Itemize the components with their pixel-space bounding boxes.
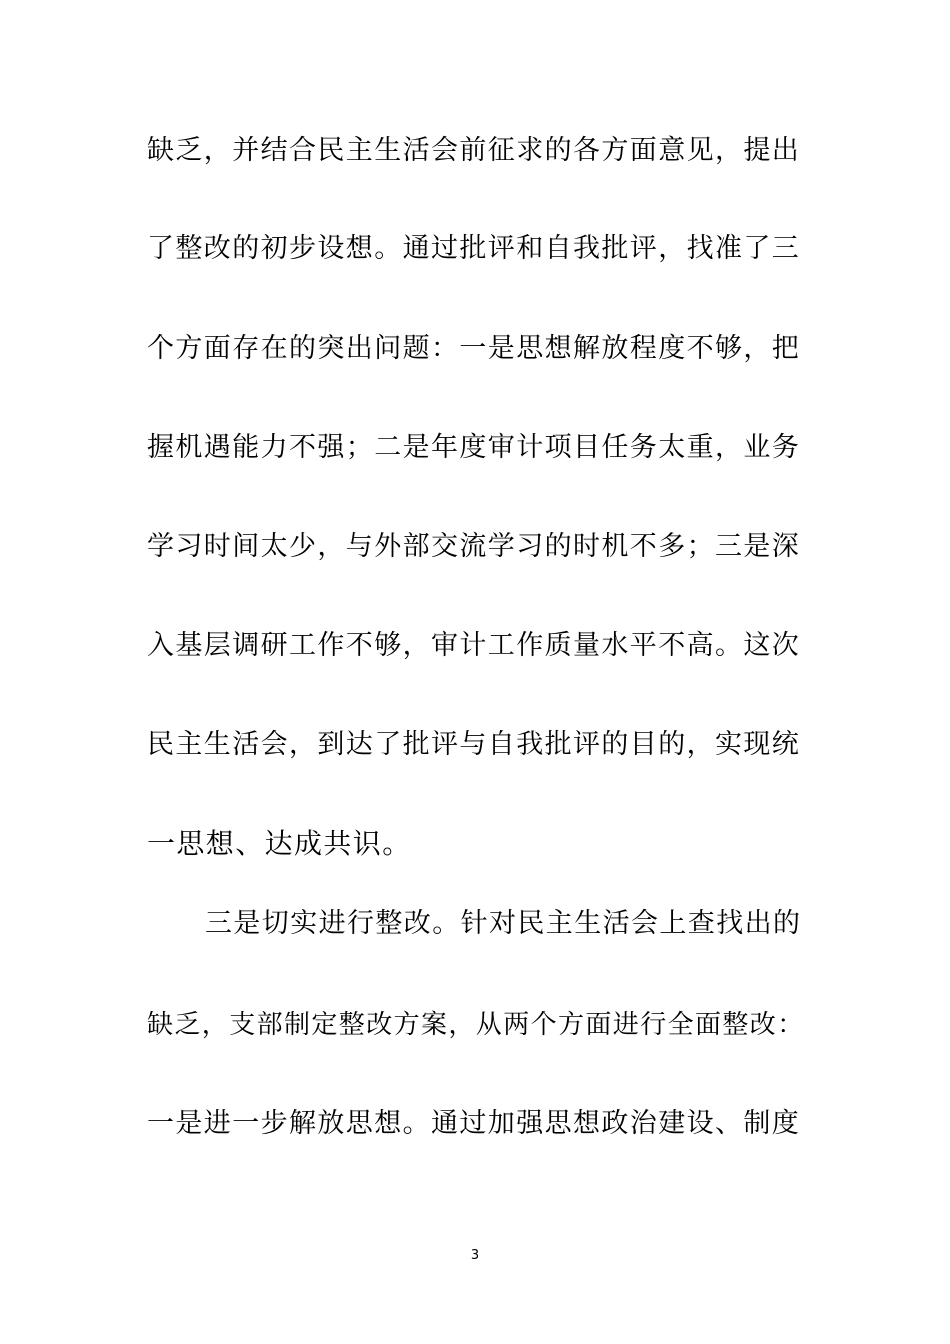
- body-text-line: 入基层调研工作不够，审计工作质量水平不高。这次: [147, 630, 801, 661]
- body-text-line: 个方面存在的突出问题：一是思想解放程度不够，把: [147, 333, 801, 364]
- body-text-line: 缺乏，并结合民主生活会前征求的各方面意见，提出: [147, 135, 801, 166]
- page-number: 3: [470, 1248, 480, 1263]
- body-text-line: 学习时间太少，与外部交流学习的时机不多；三是深: [147, 531, 801, 562]
- body-text-line: 一思想、达成共识。: [147, 827, 412, 860]
- paragraph-start-line: 三是切实进行整改。针对民主生活会上查找出的: [205, 908, 802, 939]
- body-text-line: 一是进一步解放思想。通过加强思想政治建设、制度: [147, 1108, 801, 1139]
- body-text-line: 民主生活会，到达了批评与自我批评的目的，实现统: [147, 729, 801, 760]
- body-text-line: 握机遇能力不强；二是年度审计项目任务太重，业务: [147, 432, 801, 463]
- body-text-line: 了整改的初步设想。通过批评和自我批评，找准了三: [147, 233, 801, 264]
- body-text-line: 缺乏，支部制定整改方案，从两个方面进行全面整改：: [147, 1010, 805, 1040]
